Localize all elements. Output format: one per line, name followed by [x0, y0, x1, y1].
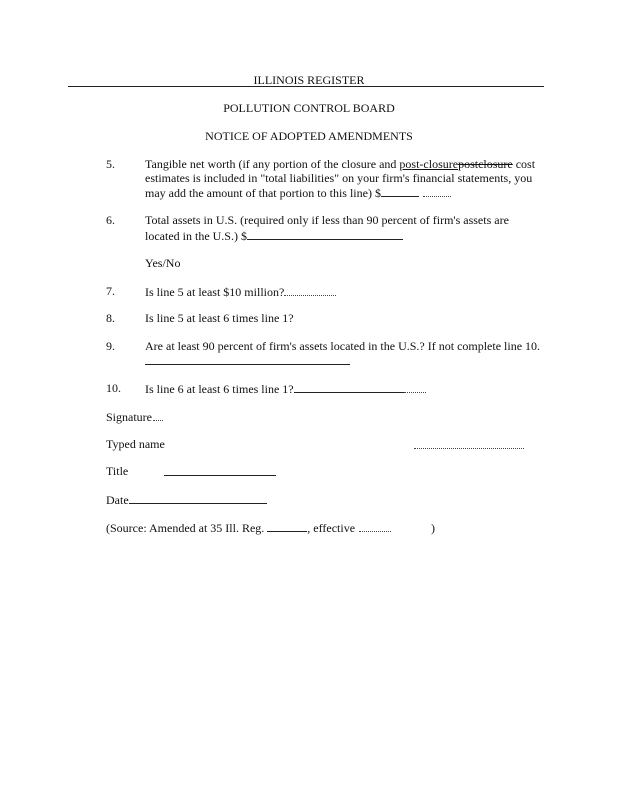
item-5-text-b: cost — [512, 157, 536, 171]
board-title: POLLUTION CONTROL BOARD — [223, 101, 395, 115]
typed-name-blank-line — [414, 437, 524, 452]
item-5-deleted-text: postclosure — [458, 157, 513, 171]
item-5-blank[interactable] — [381, 185, 419, 197]
header-rule — [68, 86, 544, 87]
typed-name-label: Typed name — [106, 437, 165, 451]
source-close: ) — [431, 521, 436, 535]
item-7-text: Is line 5 at least $10 million? — [145, 285, 285, 299]
item-6-number: 6. — [106, 213, 115, 227]
item-6-line2-text: located in the U.S.) $ — [145, 229, 247, 243]
date-label: Date — [106, 493, 129, 507]
item-9-text: Are at least 90 percent of firm's assets located in the U.S.? If not complete line 10. — [145, 339, 541, 353]
item-7-line — [145, 284, 336, 299]
source-line — [106, 520, 435, 535]
title-label: Title — [106, 464, 129, 478]
item-5-line3-text: may add the amount of that portion to this line) $ — [145, 186, 381, 200]
date-blank[interactable] — [129, 492, 267, 504]
item-6-blank[interactable] — [247, 228, 403, 240]
signature-blank[interactable] — [153, 409, 163, 421]
item-5-line1 — [145, 157, 535, 171]
item-5-inserted-text: post-closure — [399, 157, 459, 171]
item-6-line1: Total assets in U.S. (required only if less than 90 percent of firm's assets are — [145, 213, 509, 227]
item-5-number: 5. — [106, 157, 115, 171]
item-8-text: Is line 5 at least 6 times line 1? — [145, 311, 294, 325]
item-7-number: 7. — [106, 284, 115, 298]
item-9-blank[interactable] — [145, 353, 350, 365]
notice-title: NOTICE OF ADOPTED AMENDMENTS — [205, 129, 413, 143]
item-5-line3 — [145, 185, 451, 200]
title-blank[interactable] — [164, 464, 276, 476]
title-blank-line — [164, 464, 276, 479]
item-5-line2: estimates is included in "total liabilities" on your firm's financial statements, you — [145, 171, 533, 185]
item-9-number: 9. — [106, 339, 115, 353]
item-10-blank[interactable] — [294, 381, 404, 393]
item-8-number: 8. — [106, 311, 115, 325]
yes-no-label: Yes/No — [145, 256, 181, 270]
item-5-blank-dotted[interactable] — [423, 185, 451, 197]
source-effective-blank[interactable] — [359, 520, 391, 532]
item-5-text-a: Tangible net worth (if any portion of the closure and — [145, 157, 400, 171]
item-10-text: Is line 6 at least 6 times line 1? — [145, 382, 294, 396]
source-register-blank[interactable] — [267, 520, 307, 532]
item-10-number: 10. — [106, 381, 121, 395]
item-7-blank[interactable] — [284, 284, 336, 296]
register-header: ILLINOIS REGISTER — [253, 73, 365, 87]
source-prefix: (Source: Amended at 35 Ill. Reg. — [106, 521, 268, 535]
item-10-line — [145, 381, 426, 396]
item-6-line2 — [145, 228, 403, 243]
date-line — [106, 492, 267, 507]
typed-name-blank[interactable] — [414, 437, 524, 449]
item-10-blank-dotted[interactable] — [404, 381, 426, 393]
signature-label: Signature — [106, 410, 152, 424]
item-9-blank-line — [145, 353, 350, 368]
source-effective: , effective — [307, 521, 356, 535]
signature-line — [106, 409, 163, 424]
